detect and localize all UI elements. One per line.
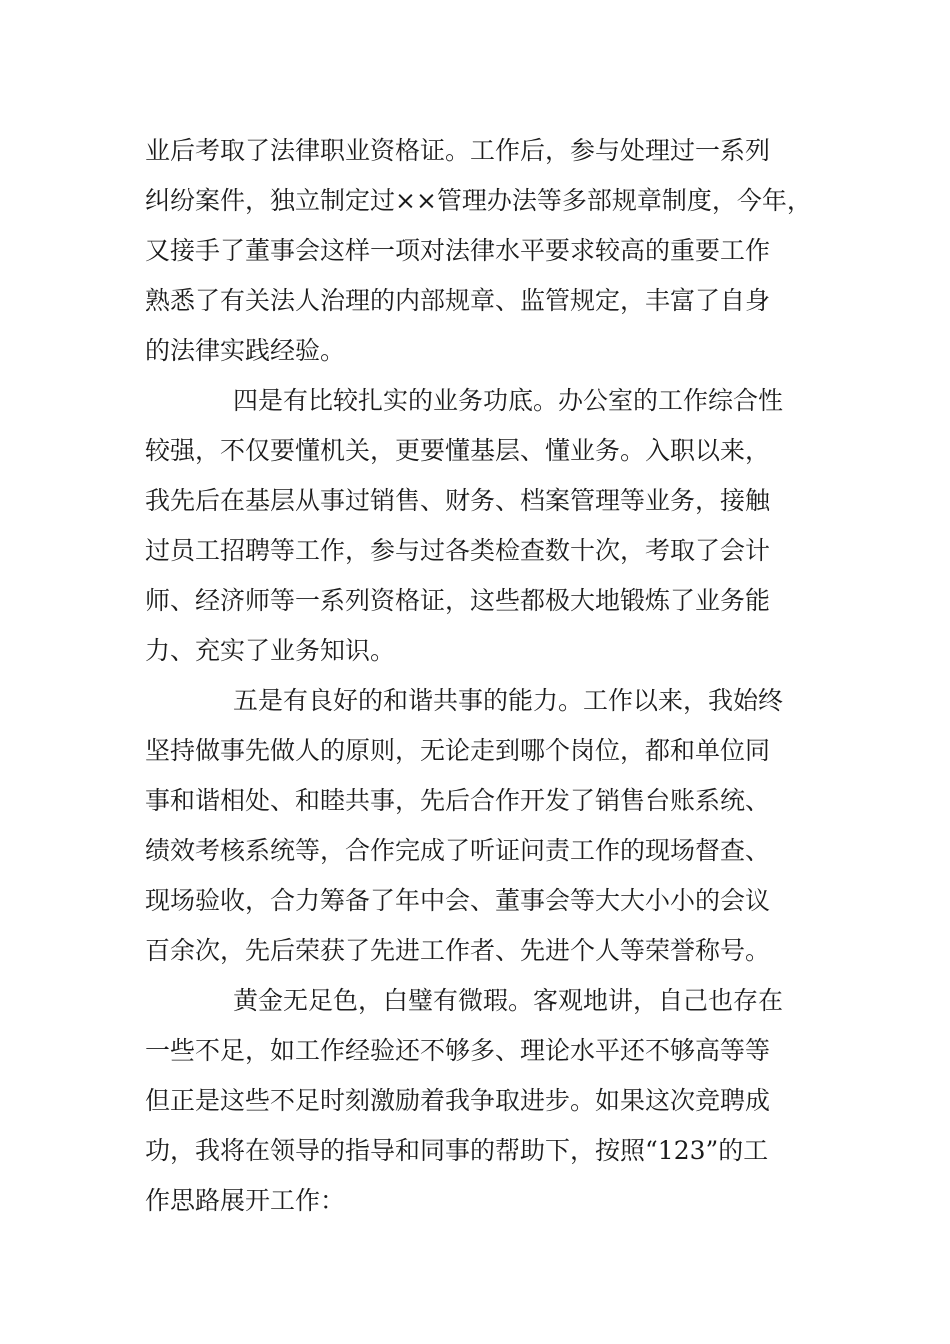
paragraph-start-line: 五是有良好的和谐共事的能力。工作以来，我始终: [233, 686, 784, 715]
text-line: 熟悉了有关法人治理的内部规章、监管规定，丰富了自身: [145, 286, 771, 315]
text-line: 坚持做事先做人的原则，无论走到哪个岗位，都和单位同: [145, 736, 771, 765]
paragraph-start-line: 黄金无足色，白璧有微瑕。客观地讲，自己也存在: [233, 986, 784, 1015]
text-line: 现场验收，合力筹备了年中会、董事会等大大小小的会议: [145, 886, 771, 915]
text-line: 师、经济师等一系列资格证，这些都极大地锻炼了业务能: [145, 586, 771, 615]
document-body: [145, 126, 815, 1226]
text-line: 的法律实践经验。: [145, 336, 346, 365]
text-line: 但正是这些不足时刻激励着我争取进步。如果这次竞聘成: [145, 1086, 771, 1115]
text-line: 力、充实了业务知识。: [145, 636, 396, 665]
text-line: 业后考取了法律职业资格证。工作后，参与处理过一系列: [145, 136, 771, 165]
text-line: 纠纷案件，独立制定过××管理办法等多部规章制度，今年，: [145, 186, 812, 215]
text-line: 我先后在基层从事过销售、财务、档案管理等业务，接触: [145, 486, 771, 515]
text-line: 作思路展开工作：: [145, 1186, 346, 1215]
text-line: 较强，不仅要懂机关，更要懂基层、懂业务。入职以来，: [145, 436, 771, 465]
text-line: 事和谐相处、和睦共事，先后合作开发了销售台账系统、: [145, 786, 771, 815]
paragraph-start-line: 四是有比较扎实的业务功底。办公室的工作综合性: [233, 386, 784, 415]
text-line: 过员工招聘等工作，参与过各类检查数十次，考取了会计: [145, 536, 771, 565]
text-line: 又接手了董事会这样一项对法律水平要求较高的重要工作: [145, 236, 771, 265]
text-line: 绩效考核系统等，合作完成了听证问责工作的现场督查、: [145, 836, 771, 865]
text-line: 功，我将在领导的指导和同事的帮助下，按照“123”的工: [145, 1136, 769, 1165]
text-line: 百余次，先后荣获了先进工作者、先进个人等荣誉称号。: [145, 936, 771, 965]
text-line: 一些不足，如工作经验还不够多、理论水平还不够高等等: [145, 1036, 771, 1065]
